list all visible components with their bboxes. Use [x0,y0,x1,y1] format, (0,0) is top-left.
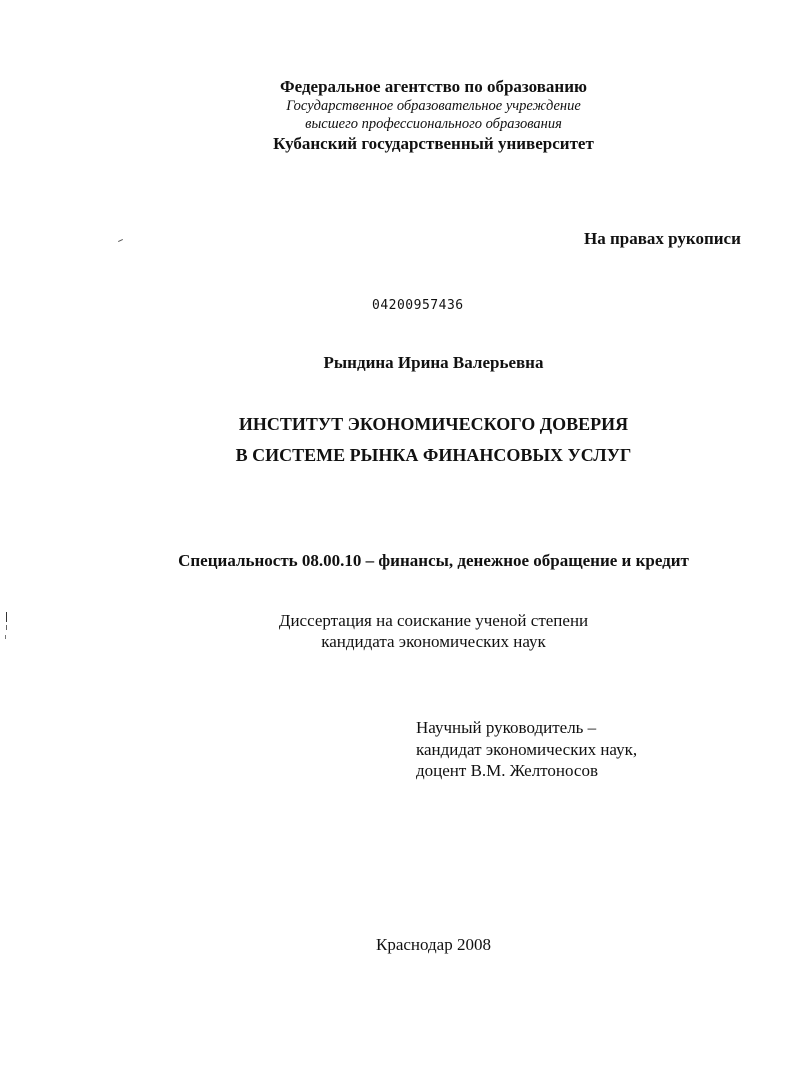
scan-speck [6,612,7,622]
institution-line-1: Государственное образовательное учреждение [286,98,581,114]
advisor-line-1: Научный руководитель – [416,718,597,737]
author-name: Рындина Ирина Валерьевна [323,353,544,372]
dissertation-purpose-line-2: кандидата экономических наук [321,632,546,651]
scan-speck [5,635,6,639]
scan-speck [118,239,123,242]
manuscript-note: На правах рукописи [584,229,741,248]
institution-line-2: высшего профессионального образования [305,116,562,132]
city-year: Краснодар 2008 [376,935,491,954]
dissertation-title-line-1: ИНСТИТУТ ЭКОНОМИЧЕСКОГО ДОВЕРИЯ [238,414,629,434]
dissertation-title-line-2: В СИСТЕМЕ РЫНКА ФИНАНСОВЫХ УСЛУГ [235,445,632,465]
agency-name: Федеральное агентство по образованию [280,77,587,96]
university-name: Кубанский государственный университет [273,134,594,153]
advisor-line-3: доцент В.М. Желтоносов [416,761,598,780]
dissertation-purpose-line-1: Диссертация на соискание ученой степени [278,611,589,630]
archive-code: 04200957436 [372,298,464,313]
specialty-line: Специальность 08.00.10 – финансы, денежное обращение и кредит [178,551,689,570]
scan-speck [6,625,7,630]
advisor-line-2: кандидат экономических наук, [416,740,638,759]
